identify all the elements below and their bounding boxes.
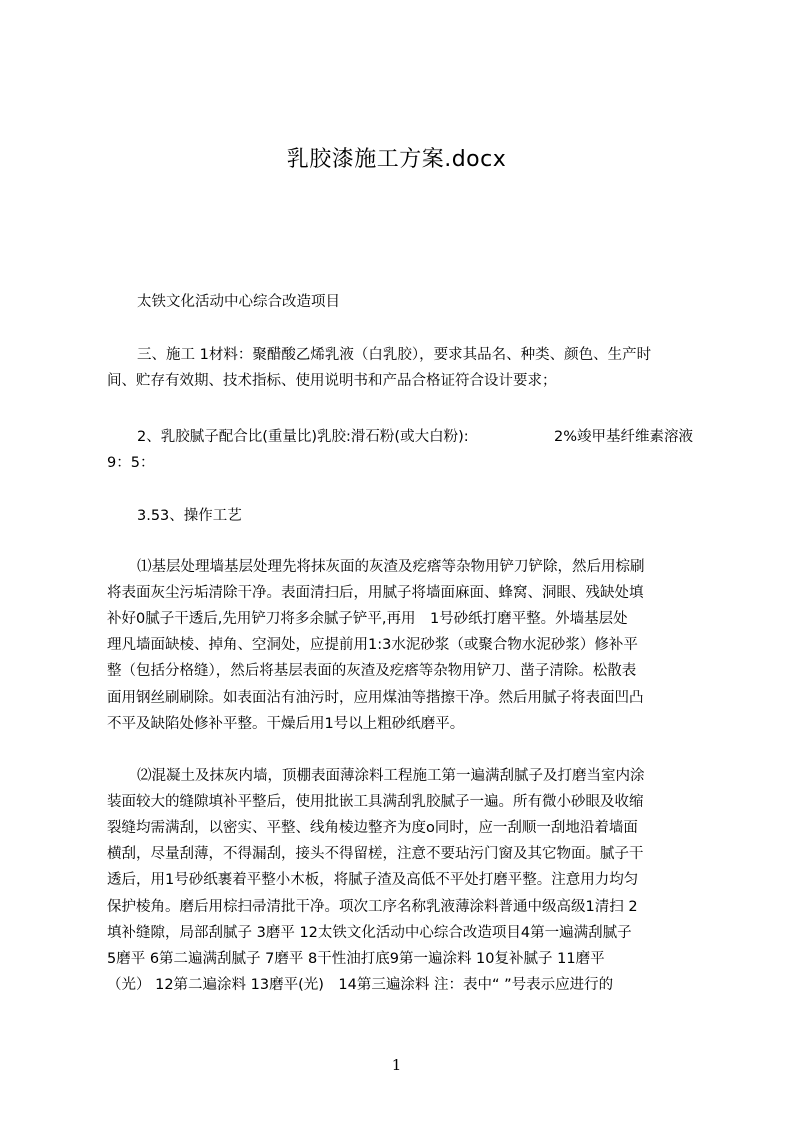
mix-ratio-left: 2、乳胶腻子配合比(重量比)乳胶:滑石粉(或大白粉):: [137, 429, 469, 445]
section-3-line-2: 间、贮存有效期、技术指标、使用说明书和产品合格证符合设计要求；: [107, 373, 557, 389]
step-2-line: 横刮，尽量刮薄，不得漏刮，接头不得留槎，注意不要玷污门窗及其它物面。腻子干: [107, 846, 644, 862]
step-1-line: 面用钢丝刷刷除。如表面沾有油污时，应用煤油等揩擦干净。然后用腻子将表面凹凸: [107, 690, 644, 706]
step-1-line: 整（包括分格缝），然后将基层表面的灰渣及疙瘩等杂物用铲刀、凿子清除。松散表: [107, 663, 637, 679]
project-name: 太铁文化活动中心综合改造项目: [137, 294, 340, 310]
step-1-line: ⑴基层处理墙基层处理先将抹灰面的灰渣及疙瘩等杂物用铲刀铲除，然后用棕刷: [137, 559, 645, 575]
step-2-line: 保护棱角。磨后用棕扫帚清批干净。项次工序名称乳液薄涂料普通中级高级1清扫 2: [107, 899, 638, 915]
step-2-line: 装面较大的缝隙填补平整后，使用批嵌工具满刮乳胶腻子一遍。所有微小砂眼及收缩: [107, 794, 644, 810]
step-2-line: （光） 12第二遍涂料 13磨平(光) 14第三遍涂料 注：表中“ ”号表示应进行的: [107, 977, 614, 993]
process-heading: 3.53、操作工艺: [137, 508, 242, 524]
step-2-line: 5磨平 6第二遍满刮腻子 7磨平 8干性油打底9第一遍涂料 10复补腻子 11磨平: [107, 951, 605, 967]
mix-ratio-right: 2%竣甲基纤维素溶液: [554, 429, 694, 445]
page-number: 1: [391, 1056, 402, 1074]
document-title: 乳胶漆施工方案.docx: [286, 147, 507, 172]
mix-ratio-values: 9：5：: [107, 455, 155, 471]
step-1-line: 补好0腻子干透后,先用铲刀将多余腻子铲平,再用 1号砂纸打磨平整。外墙基层处: [107, 611, 628, 627]
step-1-line: 将表面灰尘污垢清除干净。表面清扫后，用腻子将墙面麻面、蜂窝、洞眼、残缺处填: [107, 585, 644, 601]
section-3-line-1: 三、施工 1材料：聚醋酸乙烯乳液（白乳胶），要求其品名、种类、颜色、生产时: [137, 347, 652, 363]
step-2-line: 透后，用1号砂纸裹着平整小木板，将腻子渣及高低不平处打磨平整。注意用力均匀: [107, 872, 639, 888]
step-2-line: 填补缝隙，局部刮腻子 3磨平 12太铁文化活动中心综合改造项目4第一遍满刮腻子: [107, 925, 632, 941]
step-1-line: 不平及缺陷处修补平整。干燥后用1号以上粗砂纸磨平。: [107, 716, 465, 732]
step-1-line: 理凡墙面缺棱、掉角、空洞处，应提前用1:3水泥砂浆（或聚合物水泥砂浆）修补平: [107, 637, 638, 653]
step-2-line: 裂缝均需满刮，以密实、平整、线角棱边整齐为度o同时，应一刮顺一刮地沿着墙面: [107, 820, 638, 836]
step-2-line: ⑵混凝土及抹灰内墙，顶棚表面薄涂料工程施工第一遍满刮腻子及打磨当室内涂: [137, 768, 645, 784]
